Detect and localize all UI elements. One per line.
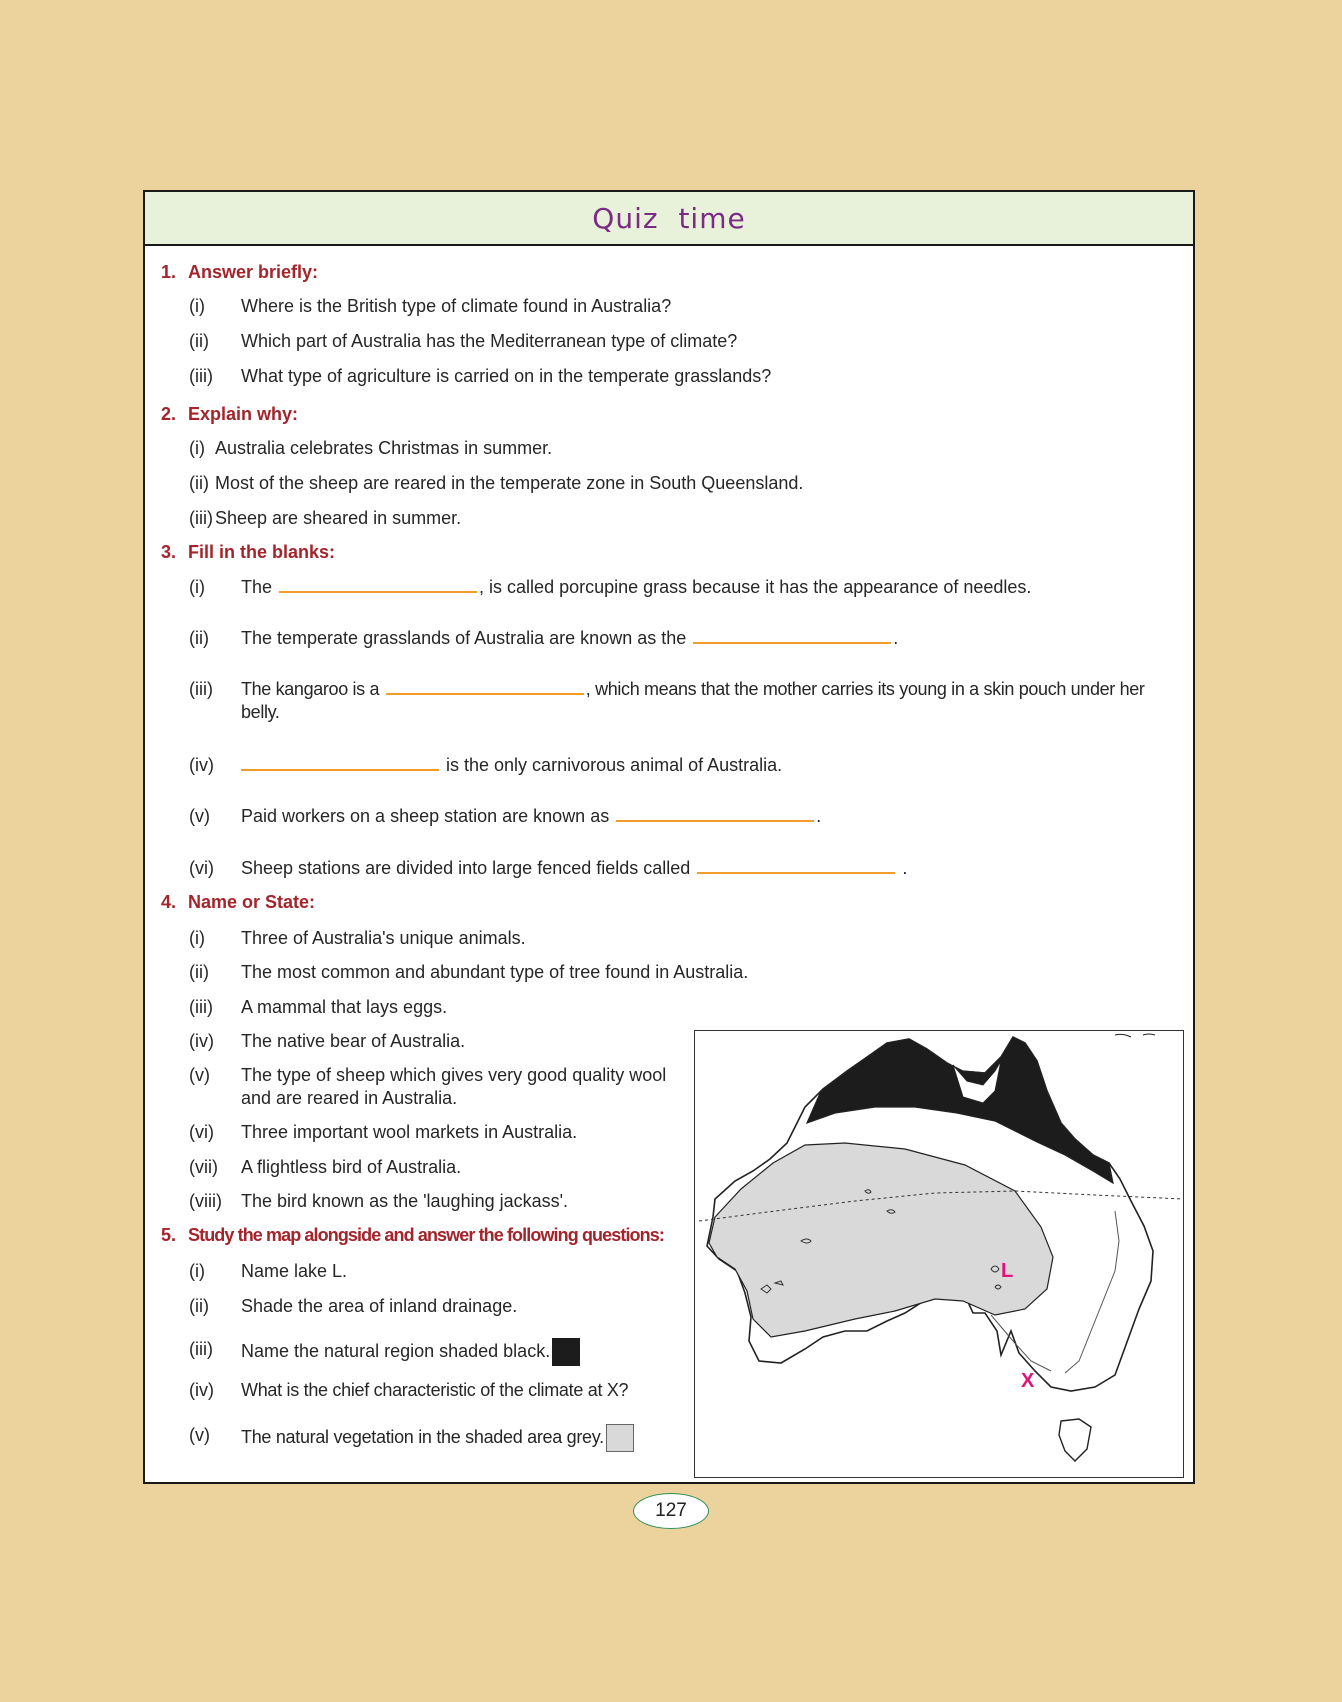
item-number: (iii) bbox=[189, 1339, 213, 1359]
question-4-number: 4. bbox=[161, 892, 177, 912]
item-number: (v) bbox=[189, 806, 210, 826]
quiz-box bbox=[143, 190, 1195, 1484]
blank-suffix: . bbox=[893, 628, 899, 648]
tasmania-outline bbox=[1059, 1419, 1091, 1461]
island-icon bbox=[1115, 1034, 1155, 1037]
item-number: (ii) bbox=[189, 962, 209, 982]
item-text: The native bear of Australia. bbox=[241, 1031, 466, 1051]
blank-prefix: Paid workers on a sheep station are known as bbox=[241, 806, 610, 826]
item-text bbox=[241, 1338, 580, 1366]
item-text bbox=[241, 1424, 634, 1452]
item-number: (iv) bbox=[189, 755, 214, 775]
question-5-number: 5. bbox=[161, 1225, 177, 1245]
item-text bbox=[241, 857, 907, 880]
item-text bbox=[241, 678, 1185, 724]
q4-item-v bbox=[189, 1064, 667, 1112]
item-text: Shade the area of inland drainage. bbox=[241, 1296, 518, 1316]
item-text: Australia celebrates Christmas in summer. bbox=[215, 438, 553, 458]
item-number: (iv) bbox=[189, 1380, 214, 1400]
item-number: (i) bbox=[189, 1261, 205, 1281]
lake-l-label: L bbox=[1001, 1260, 1014, 1282]
item-number: (iii) bbox=[189, 508, 213, 528]
item-text bbox=[241, 805, 821, 828]
item-text: The bird known as the 'laughing jackass'. bbox=[241, 1191, 569, 1211]
item-number: (vii) bbox=[189, 1157, 218, 1177]
item-number: (v) bbox=[189, 1065, 210, 1085]
blank-prefix: The bbox=[241, 577, 273, 597]
item-text: Which part of Australia has the Mediterranean type of climate? bbox=[241, 331, 738, 351]
blank-suffix: . bbox=[816, 806, 822, 826]
item-text: A flightless bird of Australia. bbox=[241, 1157, 462, 1177]
item-text: Sheep are sheared in summer. bbox=[215, 508, 462, 528]
item-number: (i) bbox=[189, 577, 205, 597]
item-text: A mammal that lays eggs. bbox=[241, 997, 448, 1017]
page-number: 127 bbox=[633, 1493, 709, 1529]
item-number: (vi) bbox=[189, 858, 214, 878]
item-number: (i) bbox=[189, 928, 205, 948]
answer-blank[interactable] bbox=[697, 860, 895, 874]
question-5-heading bbox=[161, 1225, 664, 1246]
question-2-number: 2. bbox=[161, 404, 177, 424]
item-text: What type of agriculture is carried on in the temperate grasslands? bbox=[241, 366, 772, 386]
question-1-number: 1. bbox=[161, 262, 177, 282]
blank-prefix: Sheep stations are divided into large fenced fields called bbox=[241, 858, 691, 878]
grey-swatch bbox=[606, 1424, 634, 1452]
item-number: (ii) bbox=[189, 331, 209, 351]
question-3-title: Fill in the blanks: bbox=[188, 542, 336, 562]
question-1-title: Answer briefly: bbox=[188, 262, 319, 282]
answer-blank[interactable] bbox=[386, 681, 584, 695]
blank-suffix: , which means that the mother carries its young in a skin pouch under her belly. bbox=[241, 679, 1145, 722]
item-text: What is the chief characteristic of the climate at X? bbox=[241, 1380, 629, 1400]
australia-map-svg bbox=[695, 1031, 1183, 1477]
question-text: Name the natural region shaded black. bbox=[241, 1340, 551, 1361]
item-number: (i) bbox=[189, 296, 205, 316]
blank-suffix: , is called porcupine grass because it has the appearance of needles. bbox=[479, 577, 1032, 597]
australia-map bbox=[694, 1030, 1184, 1478]
item-text bbox=[241, 754, 782, 777]
question-2-title: Explain why: bbox=[188, 404, 299, 424]
point-x-label: X bbox=[1021, 1370, 1035, 1392]
item-number: (ii) bbox=[189, 1296, 209, 1316]
item-text: Where is the British type of climate found in Australia? bbox=[241, 296, 672, 316]
quiz-title: Quiz time bbox=[592, 201, 746, 235]
blank-suffix: . bbox=[902, 858, 908, 878]
item-text: Name lake L. bbox=[241, 1261, 348, 1281]
question-1-heading bbox=[161, 262, 318, 283]
item-text bbox=[241, 576, 1031, 599]
question-text: The natural vegetation in the shaded area grey. bbox=[241, 1426, 604, 1447]
question-3-heading bbox=[161, 542, 335, 563]
question-3-number: 3. bbox=[161, 542, 177, 562]
item-number: (i) bbox=[189, 438, 205, 458]
answer-blank[interactable] bbox=[693, 630, 891, 644]
item-number: (viii) bbox=[189, 1191, 222, 1211]
item-text: The type of sheep which gives very good quality wool and are reared in Australia. bbox=[241, 1065, 667, 1108]
item-number: (ii) bbox=[189, 473, 209, 493]
answer-blank[interactable] bbox=[616, 808, 814, 822]
question-2-heading bbox=[161, 404, 298, 425]
item-text: Three important wool markets in Australia. bbox=[241, 1122, 578, 1142]
question-4-title: Name or State: bbox=[188, 892, 316, 912]
item-text bbox=[241, 627, 898, 650]
answer-blank[interactable] bbox=[241, 757, 439, 771]
question-5-title: Study the map alongside and answer the following questions: bbox=[188, 1225, 664, 1245]
item-number: (iii) bbox=[189, 997, 213, 1017]
item-number: (v) bbox=[189, 1425, 210, 1445]
black-swatch bbox=[552, 1338, 580, 1366]
blank-suffix: is the only carnivorous animal of Australia. bbox=[446, 755, 783, 775]
item-number: (iv) bbox=[189, 1031, 214, 1051]
item-number: (iii) bbox=[189, 679, 213, 699]
item-number: (vi) bbox=[189, 1122, 214, 1142]
question-4-heading bbox=[161, 892, 315, 913]
item-text: Most of the sheep are reared in the temperate zone in South Queensland. bbox=[215, 473, 804, 493]
blank-prefix: The kangaroo is a bbox=[241, 679, 380, 699]
item-text: Three of Australia's unique animals. bbox=[241, 928, 526, 948]
item-number: (ii) bbox=[189, 628, 209, 648]
q3-item-iii bbox=[189, 678, 1189, 726]
answer-blank[interactable] bbox=[279, 579, 477, 593]
quiz-header bbox=[145, 192, 1193, 246]
blank-prefix: The temperate grasslands of Australia are known as the bbox=[241, 628, 687, 648]
item-number: (iii) bbox=[189, 366, 213, 386]
item-text: The most common and abundant type of tree found in Australia. bbox=[241, 962, 749, 982]
